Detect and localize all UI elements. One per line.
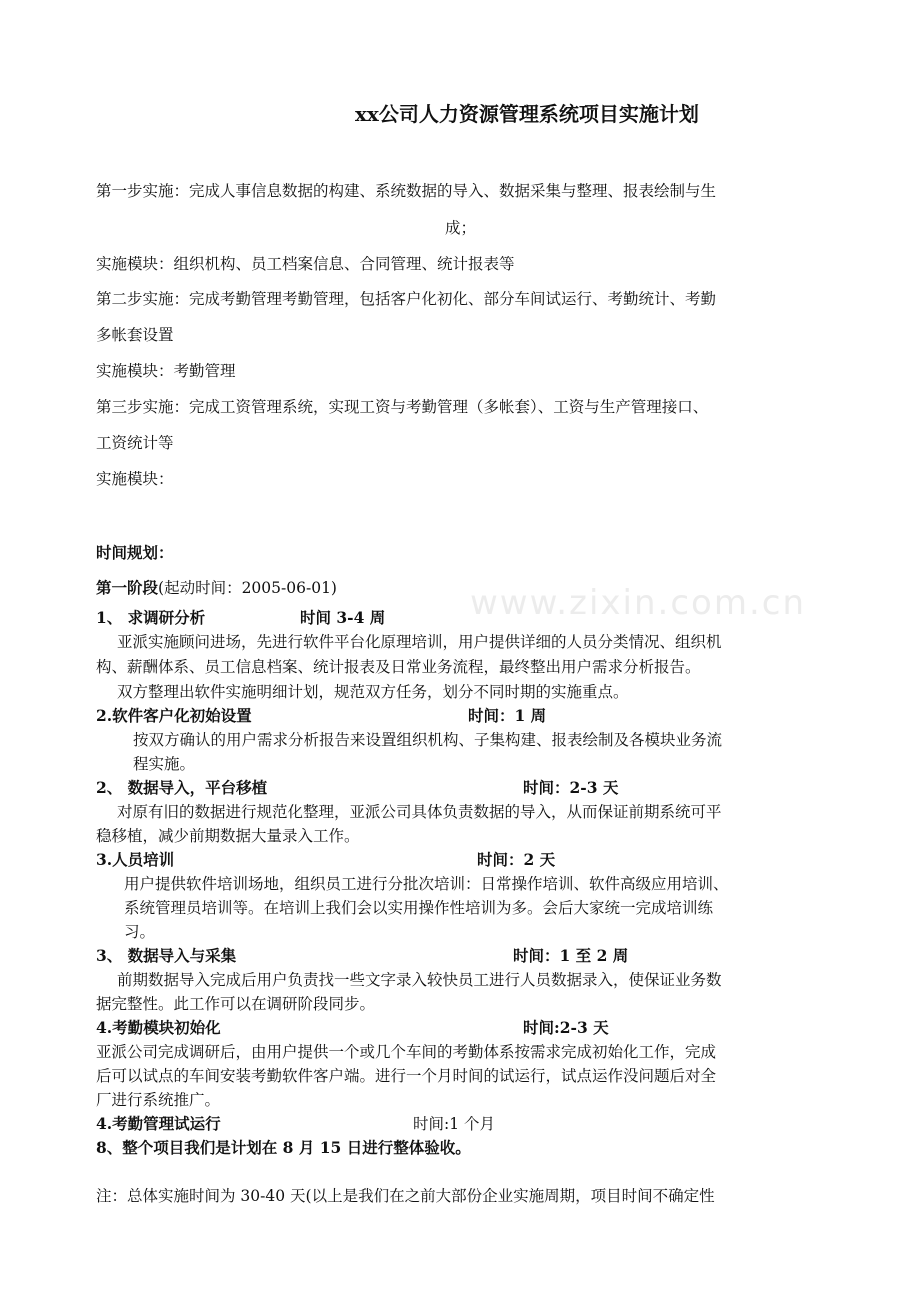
item8-title: 8、整个项目我们是计划在 8 月 15 日进行整体验收。 bbox=[96, 1138, 471, 1157]
item5-desc-1: 前期数据导入完成后用户负责找一些文字录入较快员工进行人员数据录入，使保证业务数 bbox=[117, 971, 722, 989]
step2-line1: 第二步实施：完成考勤管理考勤管理，包括客户化初化、部分车间试运行、考勤统计、考勤 bbox=[96, 290, 717, 308]
item6-desc-2: 后可以试点的车间安装考勤软件客户端。进行一个月时间的试运行，试点运作没问题后对全 bbox=[96, 1067, 717, 1085]
item7-time: 时间:1 个月 bbox=[413, 1115, 496, 1133]
step2-line2: 多帐套设置 bbox=[96, 326, 174, 344]
item5-desc-2: 据完整性。此工作可以在调研阶段同步。 bbox=[96, 995, 376, 1013]
step1-line2: 成； bbox=[445, 219, 477, 237]
item4-desc-1: 用户提供软件培训场地，组织员工进行分批次培训：日常操作培训、软件高级应用培训、 bbox=[124, 875, 729, 893]
item4-desc-2: 系统管理员培训等。在培训上我们会以实用操作性培训为多。会后大家统一完成培训练 bbox=[124, 899, 714, 917]
item2-desc-2: 程实施。 bbox=[133, 755, 196, 773]
phase-line bbox=[96, 578, 337, 598]
step3-module: 实施模块： bbox=[96, 470, 174, 488]
item2-time: 时间：1 周 bbox=[468, 706, 547, 725]
item1-title: 1、 求调研分析 bbox=[96, 608, 206, 627]
item2-title: 2.软件客户化初始设置 bbox=[96, 706, 252, 725]
item3-desc-2: 稳移植，减少前期数据大量录入工作。 bbox=[96, 827, 360, 845]
item1-time: 时间 3-4 周 bbox=[300, 608, 386, 627]
item2-desc-1: 按双方确认的用户需求分析报告来设置组织机构、子集构建、报表绘制及各模块业务流 bbox=[133, 731, 723, 749]
item3-title: 2、 数据导入，平台移植 bbox=[96, 778, 268, 797]
schedule-heading: 时间规划： bbox=[96, 543, 174, 562]
step2-module: 实施模块：考勤管理 bbox=[96, 362, 236, 380]
phase-start: (起动时间：2005-06-01) bbox=[158, 579, 337, 597]
item7-title: 4.考勤管理试运行 bbox=[96, 1114, 221, 1133]
step1-line1: 第一步实施：完成人事信息数据的构建、系统数据的导入、数据采集与整理、报表绘制与生 bbox=[96, 182, 717, 200]
document-title: xx公司人力资源管理系统项目实施计划 bbox=[355, 102, 699, 126]
item3-time: 时间：2-3 天 bbox=[523, 778, 619, 797]
note: 注：总体实施时间为 30-40 天(以上是我们在之前大部份企业实施周期，项目时间不确定性 bbox=[96, 1187, 715, 1205]
item6-desc-1: 亚派公司完成调研后，由用户提供一个或几个车间的考勤体系按需求完成初始化工作，完成 bbox=[96, 1043, 717, 1061]
item1-desc-1: 亚派实施顾问进场，先进行软件平台化原理培训，用户提供详细的人员分类情况、组织机 bbox=[117, 633, 722, 651]
item3-desc-1: 对原有旧的数据进行规范化整理，亚派公司具体负责数据的导入，从而保证前期系统可平 bbox=[117, 803, 722, 821]
step3-line2: 工资统计等 bbox=[96, 434, 174, 452]
watermark: www.zixin.com.cn bbox=[470, 583, 806, 623]
item4-title: 3.人员培训 bbox=[96, 850, 175, 869]
item6-time: 时间:2-3 天 bbox=[523, 1018, 609, 1037]
item6-desc-3: 厂进行系统推广。 bbox=[96, 1091, 221, 1109]
phase-label: 第一阶段 bbox=[96, 578, 159, 597]
item1-desc-3: 双方整理出软件实施明细计划，规范双方任务，划分不同时期的实施重点。 bbox=[117, 683, 629, 701]
item1-desc-2: 构、薪酬体系、员工信息档案、统计报表及日常业务流程，最终整出用户需求分析报告。 bbox=[96, 658, 701, 676]
item6-title: 4.考勤模块初始化 bbox=[96, 1018, 221, 1037]
item5-title: 3、 数据导入与采集 bbox=[96, 946, 237, 965]
item5-time: 时间：1 至 2 周 bbox=[513, 946, 629, 965]
step1-module: 实施模块：组织机构、员工档案信息、合同管理、统计报表等 bbox=[96, 255, 515, 273]
item4-desc-3: 习。 bbox=[124, 923, 156, 941]
step3-line1: 第三步实施：完成工资管理系统，实现工资与考勤管理（多帐套）、工资与生产管理接口、 bbox=[96, 398, 709, 416]
item4-time: 时间：2 天 bbox=[477, 850, 556, 869]
